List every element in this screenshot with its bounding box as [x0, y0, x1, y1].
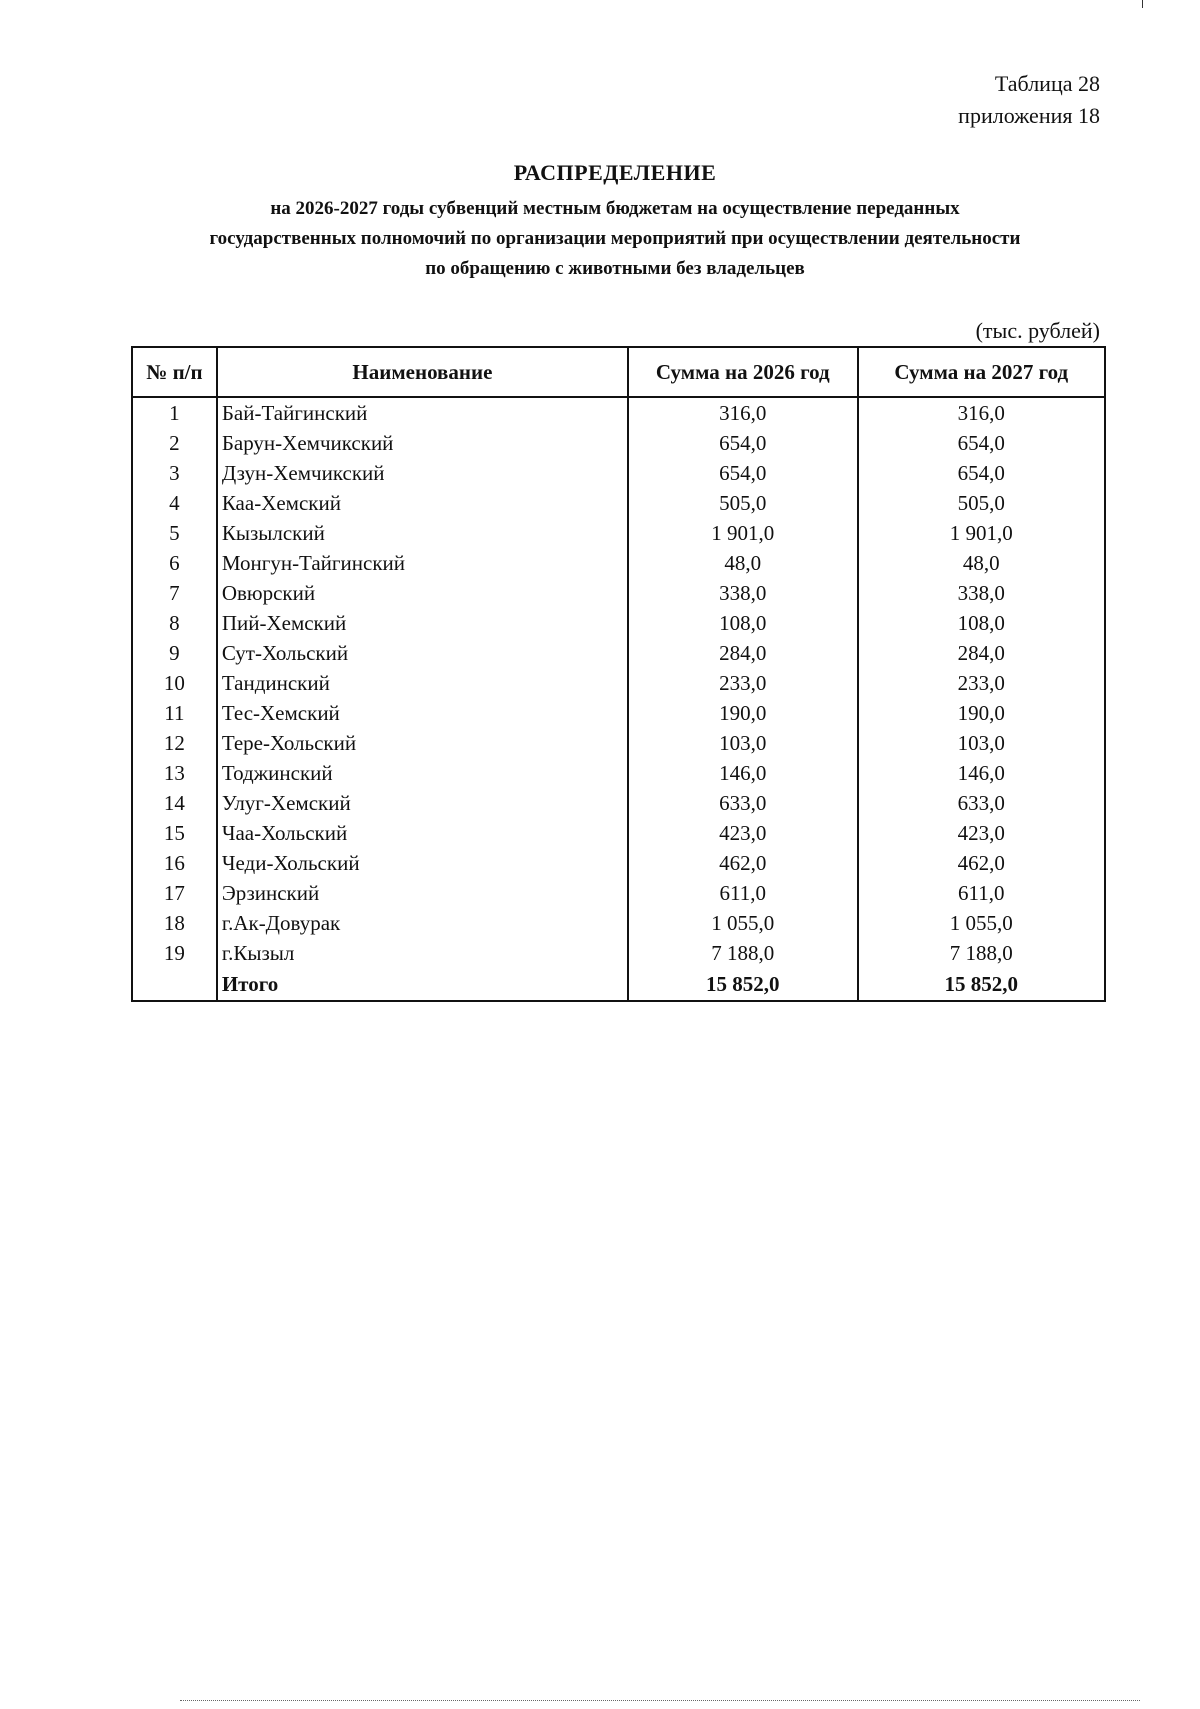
column-header-name: Наименование	[217, 347, 628, 397]
row-number: 2	[132, 428, 217, 458]
table-row	[132, 878, 1105, 908]
column-header-2026: Сумма на 2026 год	[628, 347, 858, 397]
table-row	[132, 788, 1105, 818]
table-row	[132, 578, 1105, 608]
row-sum-2026: 1 055,0	[628, 908, 858, 938]
subtitle-line: по обращению с животными без владельцев	[425, 258, 805, 279]
row-sum-2026: 103,0	[628, 728, 858, 758]
row-sum-2027: 338,0	[858, 578, 1105, 608]
row-name: Тандинский	[217, 668, 628, 698]
total-sum-2026: 15 852,0	[628, 968, 858, 1001]
row-number: 18	[132, 908, 217, 938]
row-sum-2027: 505,0	[858, 488, 1105, 518]
row-sum-2026: 316,0	[628, 397, 858, 428]
row-number: 10	[132, 668, 217, 698]
row-name: Сут-Хольский	[217, 638, 628, 668]
row-number: 5	[132, 518, 217, 548]
scan-edge-mark	[1142, 0, 1143, 8]
distribution-table	[131, 346, 1106, 1002]
row-sum-2027: 108,0	[858, 608, 1105, 638]
table-row	[132, 728, 1105, 758]
table-row	[132, 938, 1105, 968]
scan-footer-line	[180, 1700, 1140, 1701]
row-sum-2026: 462,0	[628, 848, 858, 878]
row-sum-2026: 423,0	[628, 818, 858, 848]
row-sum-2027: 654,0	[858, 428, 1105, 458]
subtitle-line: государственных полномочий по организации мероприятий при осуществлении деятельности	[209, 228, 1021, 249]
row-sum-2027: 233,0	[858, 668, 1105, 698]
document-title: РАСПРЕДЕЛЕНИЕ	[513, 160, 717, 185]
row-sum-2027: 316,0	[858, 397, 1105, 428]
row-name: Дзун-Хемчикский	[217, 458, 628, 488]
table-number: Таблица 28	[994, 71, 1100, 96]
table-header-row	[132, 347, 1105, 397]
total-label: Итого	[217, 968, 628, 1001]
row-sum-2027: 190,0	[858, 698, 1105, 728]
table-row	[132, 488, 1105, 518]
row-number: 7	[132, 578, 217, 608]
table-row	[132, 818, 1105, 848]
table-row	[132, 638, 1105, 668]
row-sum-2026: 1 901,0	[628, 518, 858, 548]
row-number: 8	[132, 608, 217, 638]
table-row	[132, 848, 1105, 878]
row-number: 11	[132, 698, 217, 728]
row-sum-2026: 611,0	[628, 878, 858, 908]
row-name: г.Кызыл	[217, 938, 628, 968]
table-row	[132, 608, 1105, 638]
row-number: 15	[132, 818, 217, 848]
table-row	[132, 758, 1105, 788]
row-sum-2026: 654,0	[628, 458, 858, 488]
row-name: Барун-Хемчикский	[217, 428, 628, 458]
row-number: 1	[132, 397, 217, 428]
row-number: 16	[132, 848, 217, 878]
row-sum-2027: 146,0	[858, 758, 1105, 788]
row-sum-2027: 633,0	[858, 788, 1105, 818]
row-number: 6	[132, 548, 217, 578]
table-body	[132, 397, 1105, 1001]
row-sum-2026: 284,0	[628, 638, 858, 668]
table-row	[132, 698, 1105, 728]
row-sum-2027: 284,0	[858, 638, 1105, 668]
total-number	[132, 968, 217, 1001]
row-sum-2027: 1 901,0	[858, 518, 1105, 548]
row-name: Тес-Хемский	[217, 698, 628, 728]
table-row	[132, 397, 1105, 428]
subtitle-line: на 2026-2027 годы субвенций местным бюджетам на осуществление переданных	[270, 198, 960, 219]
row-number: 19	[132, 938, 217, 968]
row-name: Чеди-Хольский	[217, 848, 628, 878]
row-name: г.Ак-Довурак	[217, 908, 628, 938]
row-number: 4	[132, 488, 217, 518]
row-sum-2026: 338,0	[628, 578, 858, 608]
row-name: Чаа-Хольский	[217, 818, 628, 848]
row-number: 12	[132, 728, 217, 758]
table-row	[132, 908, 1105, 938]
document-subtitle	[120, 194, 1110, 284]
row-number: 3	[132, 458, 217, 488]
row-number: 13	[132, 758, 217, 788]
row-sum-2027: 48,0	[858, 548, 1105, 578]
row-sum-2026: 190,0	[628, 698, 858, 728]
row-name: Тоджинский	[217, 758, 628, 788]
row-sum-2026: 48,0	[628, 548, 858, 578]
row-sum-2026: 146,0	[628, 758, 858, 788]
row-sum-2027: 1 055,0	[858, 908, 1105, 938]
row-name: Бай-Тайгинский	[217, 397, 628, 428]
column-header-2027: Сумма на 2027 год	[858, 347, 1105, 397]
table-row	[132, 458, 1105, 488]
table-reference	[958, 68, 1100, 132]
row-name: Кызылский	[217, 518, 628, 548]
row-sum-2026: 633,0	[628, 788, 858, 818]
table-row	[132, 428, 1105, 458]
row-name: Монгун-Тайгинский	[217, 548, 628, 578]
total-sum-2027: 15 852,0	[858, 968, 1105, 1001]
row-sum-2027: 423,0	[858, 818, 1105, 848]
row-sum-2027: 103,0	[858, 728, 1105, 758]
row-name: Пий-Хемский	[217, 608, 628, 638]
appendix-number: приложения 18	[958, 103, 1100, 128]
row-name: Эрзинский	[217, 878, 628, 908]
row-sum-2027: 654,0	[858, 458, 1105, 488]
unit-label: (тыс. рублей)	[975, 318, 1100, 343]
row-name: Тере-Хольский	[217, 728, 628, 758]
table-row	[132, 548, 1105, 578]
row-number: 14	[132, 788, 217, 818]
row-name: Каа-Хемский	[217, 488, 628, 518]
row-sum-2027: 462,0	[858, 848, 1105, 878]
row-sum-2026: 108,0	[628, 608, 858, 638]
row-sum-2026: 7 188,0	[628, 938, 858, 968]
row-number: 17	[132, 878, 217, 908]
table-row	[132, 668, 1105, 698]
table-row	[132, 518, 1105, 548]
column-header-number: № п/п	[132, 347, 217, 397]
row-number: 9	[132, 638, 217, 668]
row-name: Улуг-Хемский	[217, 788, 628, 818]
table-total-row	[132, 968, 1105, 1001]
row-sum-2026: 233,0	[628, 668, 858, 698]
row-sum-2027: 7 188,0	[858, 938, 1105, 968]
row-name: Овюрский	[217, 578, 628, 608]
row-sum-2027: 611,0	[858, 878, 1105, 908]
row-sum-2026: 654,0	[628, 428, 858, 458]
row-sum-2026: 505,0	[628, 488, 858, 518]
